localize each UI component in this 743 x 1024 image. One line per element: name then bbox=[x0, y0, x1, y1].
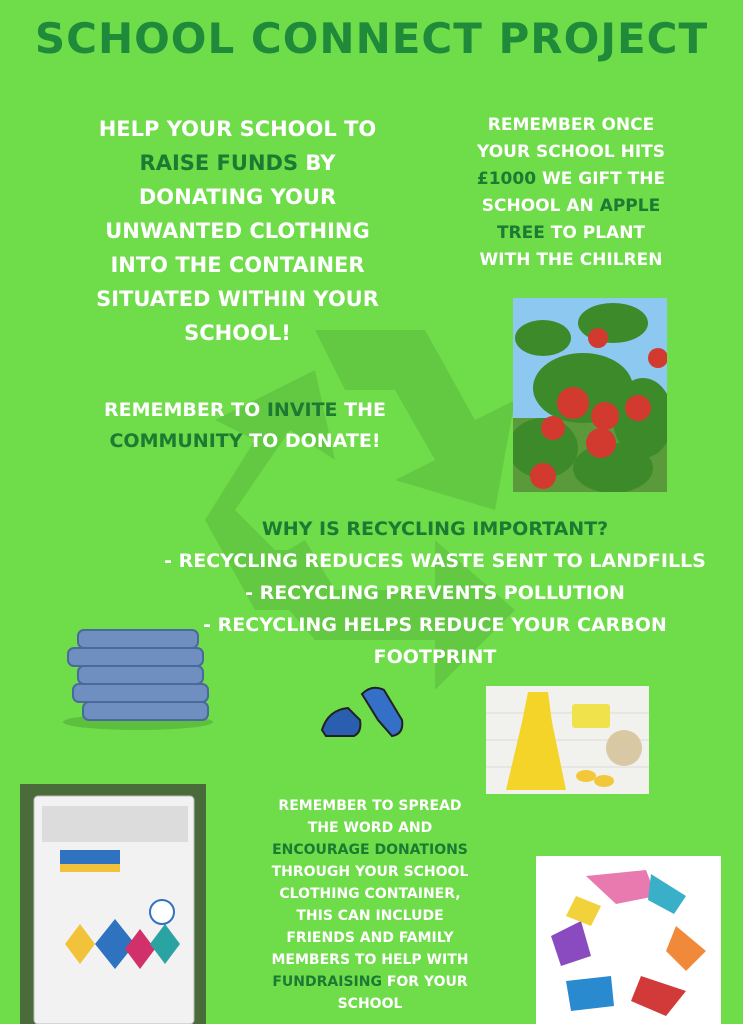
text-segment: WE GIFT THE bbox=[536, 169, 666, 189]
clothes-recycle-symbol-image bbox=[536, 856, 721, 1024]
text-line: UNWANTED CLOTHING bbox=[105, 219, 370, 243]
text-line: FRIENDS AND FAMILY bbox=[286, 930, 454, 946]
blue-sneakers-photo bbox=[318, 680, 406, 742]
folded-jeans-photo bbox=[58, 622, 214, 730]
fundraise-text bbox=[70, 112, 405, 350]
clothing-bank-container-photo bbox=[20, 784, 206, 1024]
list-item: - RECYCLING REDUCES WASTE SENT TO LANDFILLS bbox=[164, 550, 706, 572]
text-line: WITH THE CHILREN bbox=[479, 250, 663, 270]
text-line: THIS CAN INCLUDE bbox=[296, 908, 444, 924]
highlight-text: FUNDRAISING bbox=[272, 974, 382, 990]
page-title: SCHOOL CONNECT PROJECT bbox=[34, 14, 709, 63]
text-line: HELP YOUR SCHOOL TO bbox=[98, 117, 377, 141]
recycling-importance-text bbox=[140, 513, 730, 673]
text-line: DONATING YOUR bbox=[138, 185, 337, 209]
yellow-dress-flatlay-photo bbox=[486, 686, 649, 794]
section-heading: WHY IS RECYCLING IMPORTANT? bbox=[261, 518, 609, 540]
text-segment: FOR YOUR bbox=[381, 974, 468, 990]
text-line: REMEMBER ONCE bbox=[487, 115, 655, 135]
text-line: REMEMBER TO SPREAD bbox=[278, 798, 462, 814]
list-item: - RECYCLING PREVENTS POLLUTION bbox=[245, 582, 625, 604]
text-line: CLOTHING CONTAINER, bbox=[279, 886, 461, 902]
text-line bbox=[60, 426, 430, 457]
text-line bbox=[452, 220, 690, 247]
text-line: YOUR SCHOOL HITS bbox=[477, 142, 665, 162]
list-item: - RECYCLING HELPS REDUCE YOUR CARBON bbox=[203, 614, 667, 636]
spread-the-word-text bbox=[240, 795, 500, 1015]
text-segment: TO DONATE! bbox=[242, 430, 381, 452]
text-segment: TO PLANT bbox=[544, 223, 646, 243]
text-line bbox=[60, 395, 430, 426]
text-line: THROUGH YOUR SCHOOL bbox=[271, 864, 469, 880]
text-segment: REMEMBER TO bbox=[104, 399, 267, 421]
text-line bbox=[452, 166, 690, 193]
text-line bbox=[240, 971, 500, 993]
highlight-text: TREE bbox=[496, 223, 545, 243]
text-line: SITUATED WITHIN YOUR bbox=[96, 287, 379, 311]
text-line bbox=[452, 193, 690, 220]
apple-tree-text bbox=[452, 112, 690, 274]
text-segment: BY bbox=[298, 151, 336, 175]
text-segment: THE bbox=[337, 399, 386, 421]
apple-tree-photo bbox=[513, 298, 667, 492]
highlight-text: INVITE bbox=[266, 399, 338, 421]
text-line: INTO THE CONTAINER bbox=[110, 253, 365, 277]
highlight-text: APPLE bbox=[599, 196, 661, 216]
text-line: MEMBERS TO HELP WITH bbox=[271, 952, 469, 968]
list-item: FOOTPRINT bbox=[373, 646, 497, 668]
text-line: SCHOOL! bbox=[184, 321, 291, 345]
highlight-text: RAISE FUNDS bbox=[139, 151, 299, 175]
highlight-text: £1000 bbox=[476, 169, 537, 189]
text-line bbox=[70, 146, 405, 180]
text-line: SCHOOL bbox=[337, 996, 403, 1012]
text-segment: SCHOOL AN bbox=[481, 196, 600, 216]
highlight-text: ENCOURAGE DONATIONS bbox=[272, 842, 468, 858]
text-line: THE WORD AND bbox=[307, 820, 433, 836]
invite-community-text bbox=[60, 395, 430, 457]
highlight-text: COMMUNITY bbox=[109, 430, 243, 452]
